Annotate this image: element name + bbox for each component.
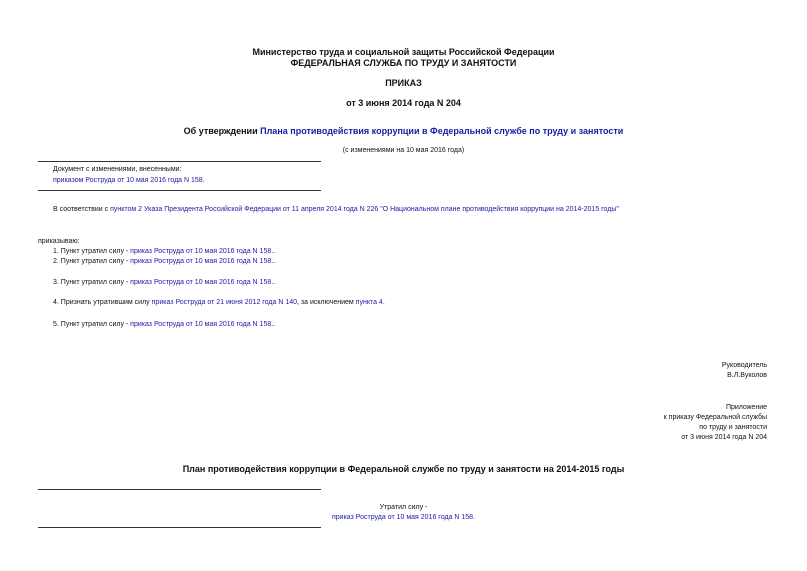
list-item: 2. Пункт утратил силу - приказ Роструда от 10 мая 2016 года N 158.. [53,258,276,265]
appendix-line-4: от 3 июня 2014 года N 204 [681,434,767,441]
document-title [0,126,807,137]
item-1-link[interactable]: приказ Роструда от 10 мая 2016 года N 158 [130,248,272,255]
plan-title: План противодействия коррупции в Федеральной службе по труду и занятости на 2014-2015 годы [182,464,625,474]
changes-box-link[interactable]: приказом Роструда от 10 мая 2016 года N 158. [53,177,205,184]
changes-box-bottom-rule [38,190,321,191]
item-4-link[interactable]: приказ Роструда от 21 июня 2012 года N 140 [151,299,298,306]
changes-box-label: Документ с изменениями, внесенными: [53,166,182,173]
signature-name: В.Л.Вуколов [727,372,767,379]
title-prefix: Об утверждении [183,126,261,136]
preamble-prefix: В соответствии с [53,206,111,213]
list-item: 5. Пункт утратил силу - приказ Роструда от 10 мая 2016 года N 158.. [53,321,276,328]
item-5-link[interactable]: приказ Роструда от 10 мая 2016 года N 158 [130,321,272,328]
service-name: ФЕДЕРАЛЬНАЯ СЛУЖБА ПО ТРУДУ И ЗАНЯТОСТИ [290,58,517,68]
ministry-name: Министерство труда и социальной защиты Российской Федерации [252,47,555,57]
lost-force-link-line [0,513,807,522]
item-3-link[interactable]: приказ Роструда от 10 мая 2016 года N 158 [130,279,272,286]
appendix-line-2: к приказу Федеральной службы [663,414,767,421]
preamble [53,205,619,214]
lost-force-bottom-rule [38,527,321,528]
list-item: 3. Пункт утратил силу - приказ Роструда от 10 мая 2016 года N 158.. [53,279,276,286]
list-item: 1. Пункт утратил силу - приказ Роструда от 10 мая 2016 года N 158.. [53,248,276,255]
amendments-note: (с изменениями на 10 мая 2016 года) [342,147,465,154]
item-2-link[interactable]: приказ Роструда от 10 мая 2016 года N 158 [130,258,272,265]
changes-box-top-rule [38,161,321,162]
document-type: ПРИКАЗ [385,78,422,88]
item-4-point-link[interactable]: пункта 4 [355,299,383,306]
document-date-number: от 3 июня 2014 года N 204 [346,98,461,108]
lost-force-link[interactable]: приказ Роструда от 10 мая 2016 года N 158. [331,514,475,521]
signature-role: Руководитель [721,362,767,369]
appendix-line-3: по труду и занятости [699,424,767,431]
appendix-label: Приложение [725,404,767,411]
list-item: 4. Признать утратившим силу приказ Роструда от 21 июня 2012 года N 140, за исключением пункта 4. [53,299,385,306]
lost-force-top-rule [38,489,321,490]
order-word: приказываю: [38,238,80,245]
plan-title-link[interactable]: Плана противодействия коррупции в Федеральной службе по труду и занятости [260,126,624,136]
decree-link[interactable]: пунктом 2 Указа Президента Российской Федерации от 11 апреля 2014 года N 226 "О Национальном плане противодействия коррупции на 2014-2015 годы" [110,206,619,213]
lost-force-label: Утратил силу - [379,504,428,511]
